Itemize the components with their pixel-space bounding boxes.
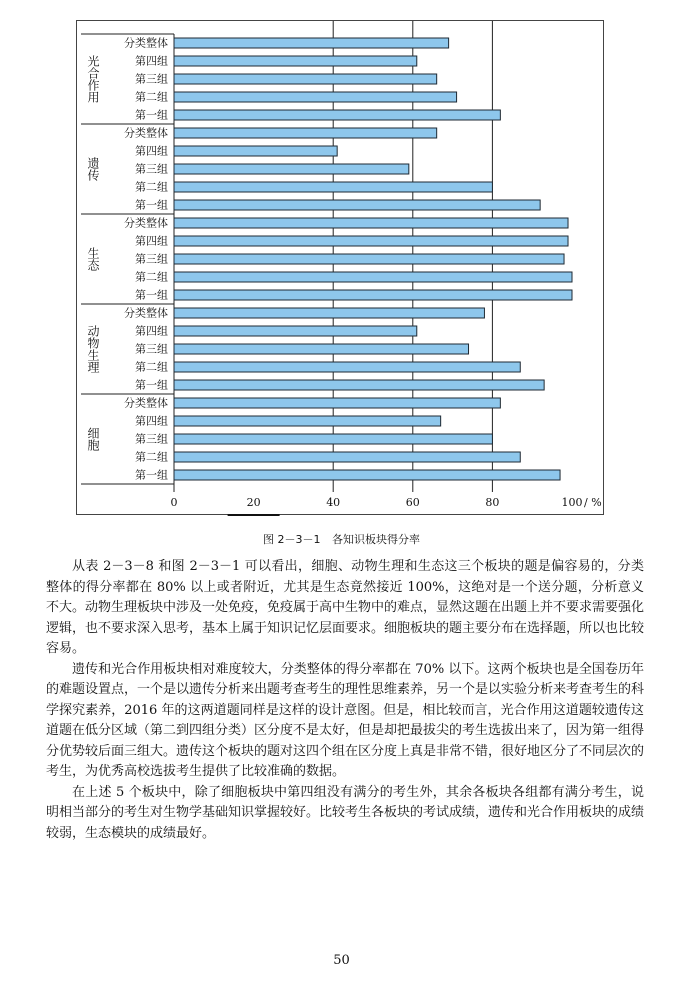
bar [174, 362, 520, 372]
category-label: 第四组 [135, 414, 168, 428]
bar [174, 398, 500, 408]
page-number: 50 [333, 953, 350, 968]
category-label: 第二组 [135, 360, 168, 374]
category-label: 第四组 [135, 144, 168, 158]
bar [174, 470, 560, 480]
bar [174, 452, 520, 462]
figure-number: 图 2－3－1 [263, 533, 321, 546]
category-label: 第三组 [135, 432, 168, 446]
bar [174, 182, 492, 192]
category-label: 第一组 [135, 198, 168, 212]
bar [174, 218, 568, 228]
bar [174, 290, 572, 300]
body-text [46, 557, 644, 844]
category-label: 第三组 [135, 162, 168, 176]
bar [174, 92, 457, 102]
category-label: 分类整体 [124, 126, 168, 140]
bar [174, 326, 417, 336]
x-tick-label: 100 [561, 496, 583, 509]
bar [174, 200, 540, 210]
category-label: 分类整体 [124, 216, 168, 230]
category-label: 第四组 [135, 234, 168, 248]
bar [174, 416, 441, 426]
bar [174, 146, 337, 156]
figure-title: 各知识板块得分率 [332, 533, 420, 546]
group-label: 动物生理 [86, 325, 100, 373]
group-label: 遗传 [86, 157, 100, 181]
x-tick-label: 80 [485, 496, 500, 509]
bar [174, 74, 437, 84]
category-label: 分类整体 [124, 36, 168, 50]
group-label: 生态 [86, 247, 100, 271]
category-label: 第四组 [135, 324, 168, 338]
bar [174, 236, 568, 246]
chart-canvas [77, 21, 605, 516]
category-label: 第二组 [135, 180, 168, 194]
bar [174, 434, 492, 444]
category-label: 第四组 [135, 54, 168, 68]
x-axis-label: / % [584, 496, 602, 509]
x-tick-label: 0 [170, 496, 178, 509]
paragraph: 遗传和光合作用板块相对难度较大，分类整体的得分率都在 70% 以下。这两个板块也是全国卷历年的难题设置点，一个是以遗传分析来出题考查考生的理性思维素养，另一个是以实验分析来考查考生的科学探究素养，2016 年的这两道题同样是这样的设计意图。但是，相比较而言，光合作用这道题较遗传这道题在低分区域（第二到四组分类）区分度不是太好，但是却把最拔尖的考生选拔出来了，因为第一组得分优势较后面三组大。遗传这个板块的题对这四个组在区分度上真是非常不错，很好地区分了不同层次的考生，为优秀高校选拔考生提供了比较准确的数据。 [46, 661, 645, 779]
paragraph: 从表 2－3－8 和图 2－3－1 可以看出，细胞、动物生理和生态这三个板块的题是偏容易的，分类整体的得分率都在 80% 以上或者附近，尤其是生态竟然接近 100%，这绝对是一个送分题，分析意义不大。动物生理板块中涉及一处免疫，免疫属于高中生物中的难点，显然这题在出题上并不要求需要强化逻辑，也不要求深入思考，基本上属于知识记忆层面要求。细胞板块的题主要分布在选择题，所以也比较容易。 [46, 559, 645, 656]
group-label: 细胞 [86, 427, 100, 451]
group-label: 光合作用 [86, 55, 100, 103]
paragraph: 在上述 5 个板块中，除了细胞板块中第四组没有满分的考生外，其余各板块各组都有满分考生，说明相当部分的考生对生物学基础知识掌握较好。比较考生各板块的考试成绩，遗传和光合作用板块的成绩较弱，生态模块的成绩最好。 [46, 784, 645, 841]
bar [174, 308, 484, 318]
category-label: 第二组 [135, 450, 168, 464]
category-label: 第三组 [135, 72, 168, 86]
category-label: 第二组 [135, 90, 168, 104]
bar [174, 38, 449, 48]
bar-chart [76, 20, 604, 515]
category-label: 第二组 [135, 270, 168, 284]
bar [174, 56, 417, 66]
category-label: 分类整体 [124, 396, 168, 410]
x-tick-label: 60 [405, 496, 420, 509]
bar [174, 110, 500, 120]
category-label: 第一组 [135, 288, 168, 302]
bar [174, 344, 469, 354]
category-label: 第一组 [135, 378, 168, 392]
bar [174, 380, 544, 390]
bar [174, 128, 437, 138]
category-label: 第一组 [135, 108, 168, 122]
bar [174, 254, 564, 264]
x-tick-label: 40 [326, 496, 341, 509]
x-tick-label: 20 [246, 496, 261, 509]
figure-caption [0, 531, 683, 547]
category-label: 分类整体 [124, 306, 168, 320]
bar [174, 272, 572, 282]
category-label: 第一组 [135, 468, 168, 482]
category-label: 第三组 [135, 252, 168, 266]
category-label: 第三组 [135, 342, 168, 356]
bar [174, 164, 409, 174]
